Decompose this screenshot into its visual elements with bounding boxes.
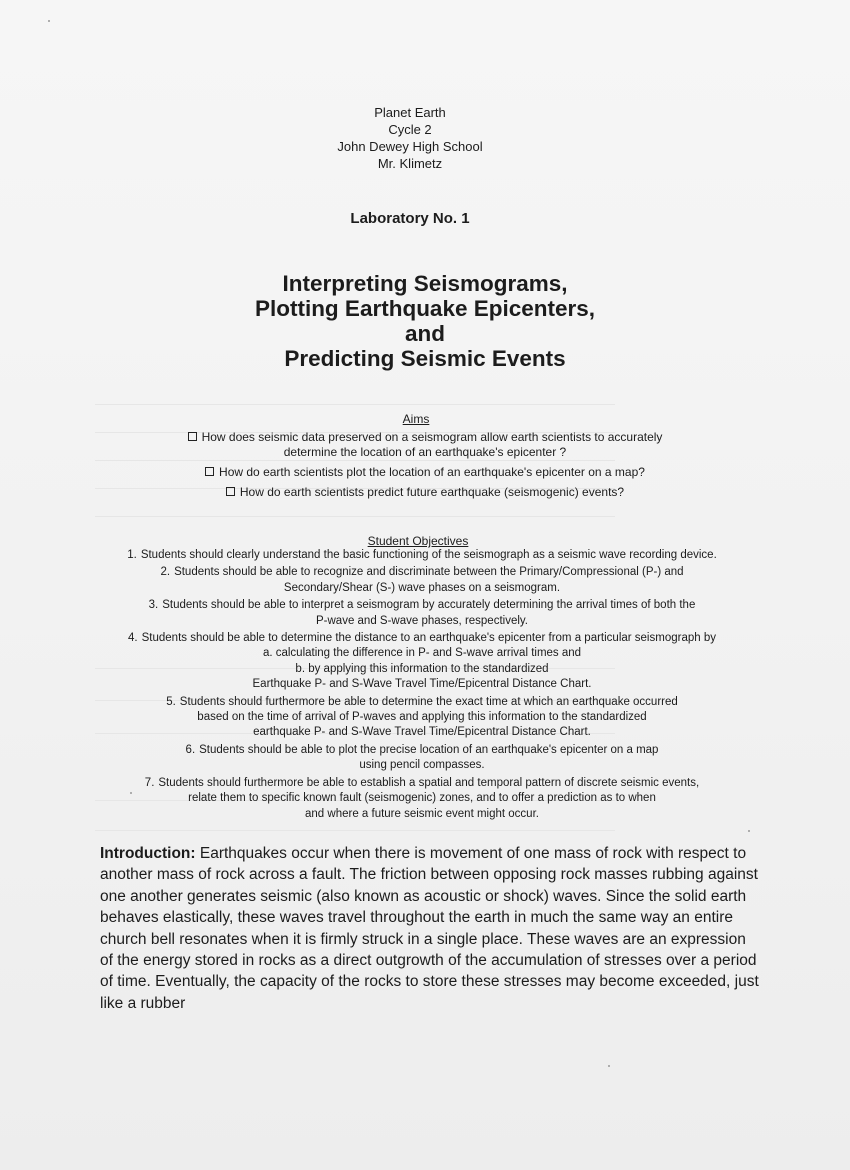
introduction-lead: Introduction: xyxy=(100,845,196,862)
title-line: Predicting Seismic Events xyxy=(284,346,566,371)
objective-line: based on the time of arrival of P-waves and applying this information to the standardized xyxy=(197,711,647,724)
objective-text: Students should clearly understand the basic functioning of the seismograph as a seismic wave recording device. xyxy=(140,549,717,561)
objective-text: Students should be able to determine the distance to an earthquake's epicenter from a particular seismograph by xyxy=(141,632,716,645)
objective-number: 6. xyxy=(185,743,196,756)
objective-text: Students should be able to plot the precise location of an earthquake's epicenter on a map xyxy=(199,743,659,756)
document-title xyxy=(170,271,680,371)
objective-text: Students should be able to interpret a seismogram by accurately determining the arrival times of both the xyxy=(162,599,696,612)
objective-item xyxy=(92,565,752,596)
scan-speck xyxy=(48,20,50,22)
objective-number: 4. xyxy=(128,632,138,645)
objective-item xyxy=(92,548,752,563)
objective-line xyxy=(92,695,752,710)
objective-line xyxy=(92,631,752,646)
objective-item xyxy=(92,598,752,629)
objective-line: a. calculating the difference in P- and S-wave arrival times and xyxy=(262,647,582,660)
aim-text: How does seismic data preserved on a seismogram allow earth scientists to accurately determine the location of an earthquake's epicenter ? xyxy=(201,430,663,459)
objective-line xyxy=(92,565,752,580)
aim-item xyxy=(160,485,690,500)
objective-number: 2. xyxy=(160,566,171,579)
header-line: John Dewey High School xyxy=(337,139,483,154)
aims-heading: Aims xyxy=(402,412,430,426)
objectives-list xyxy=(92,548,752,824)
objective-number: 7. xyxy=(144,776,155,789)
objective-line xyxy=(92,598,752,613)
aim-item xyxy=(160,465,690,480)
objective-line: earthquake P- and S-Wave Travel Time/Epicentral Distance Chart. xyxy=(253,726,591,739)
title-line: Interpreting Seismograms, xyxy=(282,271,568,296)
objective-line: Earthquake P- and S-Wave Travel Time/Epicentral Distance Chart. xyxy=(252,678,592,691)
show-through-line xyxy=(95,404,615,405)
title-line: and xyxy=(404,321,445,346)
objective-line xyxy=(92,776,752,791)
scan-speck xyxy=(748,830,750,832)
checkbox-icon xyxy=(205,467,214,476)
objective-line: P-wave and S-wave phases, respectively. xyxy=(316,614,528,627)
aim-item xyxy=(160,430,690,460)
lab-number: Laboratory No. 1 xyxy=(350,210,470,227)
objective-number: 1. xyxy=(127,549,137,561)
objective-item xyxy=(92,776,752,822)
aims-list xyxy=(160,430,690,505)
objective-text: Students should furthermore be able to establish a spatial and temporal pattern of discrete seismic events, xyxy=(158,776,700,789)
objective-text: Students should furthermore be able to determine the exact time at which an earthquake occurred xyxy=(179,695,678,708)
objective-line: b. by applying this information to the standardized xyxy=(295,662,549,675)
show-through-line xyxy=(95,516,615,517)
aim-text: How do earth scientists plot the location of an earthquake's epicenter on a map? xyxy=(219,465,645,479)
header-line: Planet Earth xyxy=(374,105,446,120)
course-header xyxy=(300,104,520,172)
objective-line: and where a future seismic event might occur. xyxy=(305,807,539,820)
aim-text: How do earth scientists predict future earthquake (seismogenic) events? xyxy=(239,485,625,499)
objective-line: using pencil compasses. xyxy=(359,759,485,772)
objectives-heading: Student Objectives xyxy=(367,534,469,548)
show-through-line xyxy=(95,830,615,831)
checkbox-icon xyxy=(188,432,197,441)
title-line: Plotting Earthquake Epicenters, xyxy=(254,296,596,321)
objective-item xyxy=(92,743,752,774)
objective-number: 5. xyxy=(166,695,176,708)
introduction-paragraph xyxy=(100,843,760,1014)
objective-text: Students should be able to recognize and discriminate between the Primary/Compressional (P-) and xyxy=(174,566,684,579)
objective-line: Secondary/Shear (S-) wave phases on a seismogram. xyxy=(283,581,561,594)
objective-number: 3. xyxy=(148,599,159,612)
scan-speck xyxy=(608,1065,610,1067)
header-line: Cycle 2 xyxy=(388,122,432,137)
objective-line xyxy=(92,548,752,563)
objective-item xyxy=(92,695,752,741)
header-line: Mr. Klimetz xyxy=(377,156,443,171)
objective-line: relate them to specific known fault (seismogenic) zones, and to offer a prediction as to when xyxy=(188,792,656,805)
objective-item xyxy=(92,631,752,693)
checkbox-icon xyxy=(226,487,235,496)
objective-line xyxy=(92,743,752,758)
introduction-text: Earthquakes occur when there is movement of one mass of rock with respect to another mass of rock across a fault. The friction between opposing rock masses rubbing against one another generates seismic (also known as acoustic or shock) waves. Since the solid earth behaves elastically, these waves travel throughout the earth in much the same way an entire church bell resonates when it is firmly struck in a single place. These waves are an expression of the energy stored in rocks as a direct outgrowth of the accumulation of stresses over a period of time. Eventually, the capacity of the rocks to store these stresses may become exceeded, just like a rubber xyxy=(100,845,759,1012)
